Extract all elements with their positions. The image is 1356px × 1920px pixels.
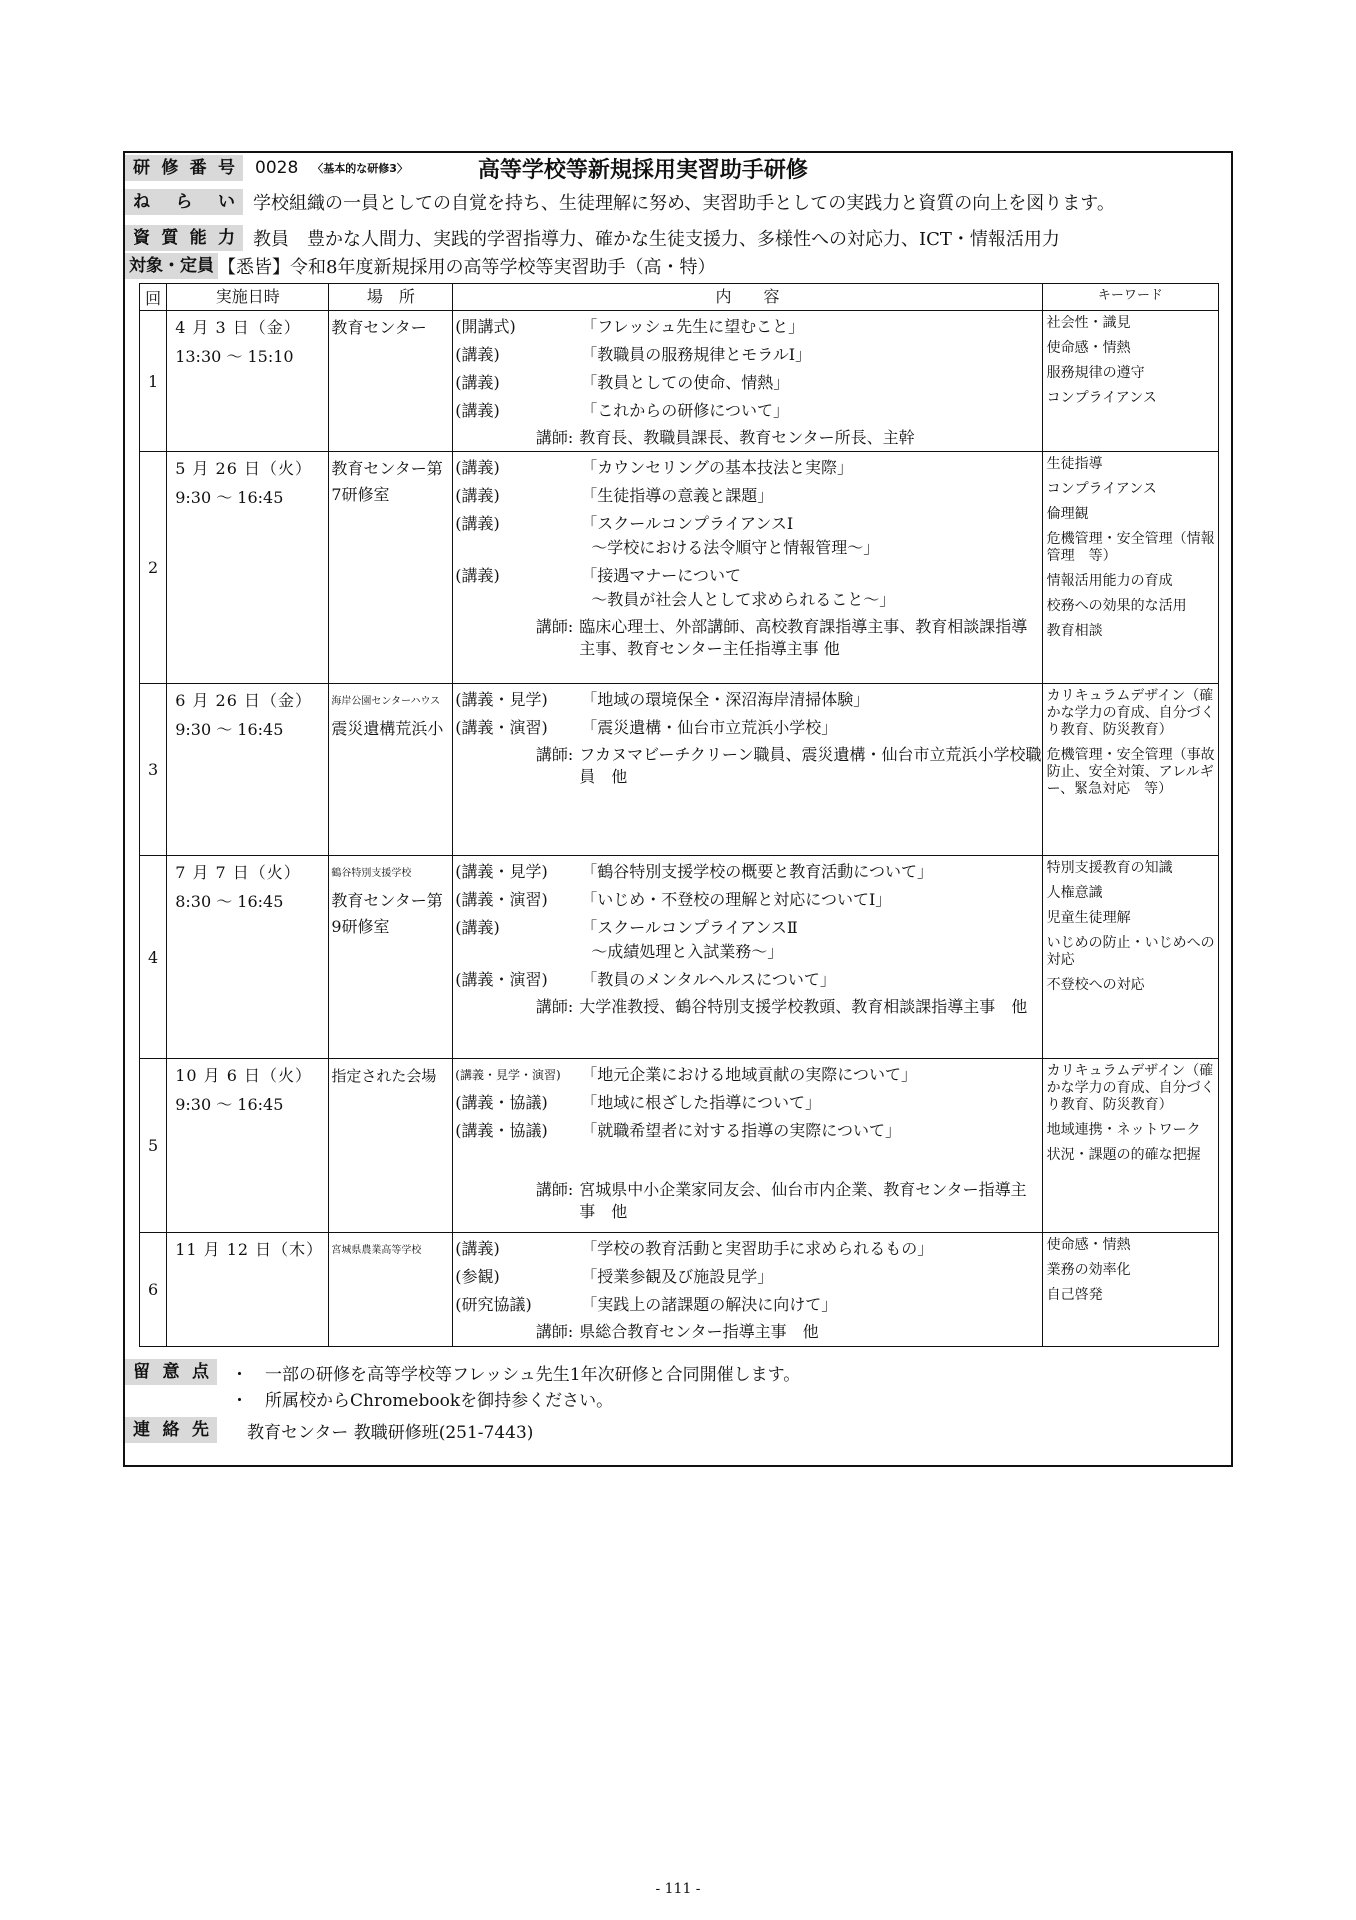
contact-label (125, 1417, 217, 1443)
session-keywords (1042, 856, 1218, 1059)
keyword: コンプライアンス (1046, 390, 1157, 406)
content-item: (講義) 「これからの研修について」 (455, 401, 789, 420)
session-keywords (1042, 311, 1218, 452)
session-content (453, 1233, 1042, 1347)
keyword: 倫理観 (1046, 506, 1089, 522)
session-content (453, 452, 1042, 684)
session-time: 8:30 〜 16:45 (175, 892, 284, 911)
content-item: (講義) 「生徒指導の意義と課題」 (455, 486, 774, 505)
page-title: 高等学校等新規採用実習助手研修 (477, 157, 808, 183)
lecturer-line: 講師: 大学准教授、鶴谷特別支援学校教頭、教育相談課指導主事 他 (535, 997, 1028, 1016)
schedule-table (139, 283, 1219, 1347)
target-label: 対象・定員 (125, 253, 218, 279)
label-char: 留 (133, 1362, 150, 1382)
keyword: カリキュラムデザイン（確かな学力の育成、自分づくり教育、防災教育） (1046, 688, 1215, 738)
session-date: 6 月 26 日（金） (175, 691, 312, 710)
label-char: ね (133, 192, 150, 212)
keyword: 地域連携・ネットワーク (1046, 1122, 1201, 1138)
keyword: 特別支援教育の知識 (1046, 860, 1173, 876)
session-date: 4 月 3 日（金） (175, 318, 301, 337)
session-time (167, 1260, 328, 1266)
note-item: ・ 一部の研修を高等学校等フレッシュ先生1年次研修と合同開催します。 (231, 1364, 801, 1385)
notes-label (125, 1359, 217, 1385)
ability-text: 教員 豊かな人間力、実践的学習指導力、確かな生徒支援力、多様性への対応力、ICT・情報活用力 (253, 229, 1060, 250)
session-no: 3 (140, 684, 167, 856)
table-row (140, 1233, 1219, 1347)
session-datetime (167, 684, 329, 856)
keyword: コンプライアンス (1046, 481, 1157, 497)
content-item: (講義・演習) 「震災遺構・仙台市立荒浜小学校」 (455, 718, 838, 737)
keyword: 使命感・情熱 (1046, 340, 1131, 356)
ability-row (125, 223, 1060, 253)
lecturer-line: 講師: 臨床心理士、外部講師、高校教育課指導主事、教育相談課指導主事、教育センター主任指導主事 他 (535, 617, 1028, 658)
keyword: 校務への効果的な活用 (1046, 598, 1187, 614)
aim-label (125, 189, 243, 215)
training-category: 〈基本的な研修3〉 (312, 162, 408, 175)
aim-text: 学校組織の一員としての自覚を持ち、生徒理解に努め、実習助手としての実践力と資質の向上を図ります。 (253, 193, 1115, 214)
header-place: 場 所 (329, 284, 453, 311)
session-datetime (167, 856, 329, 1059)
keyword: 生徒指導 (1046, 456, 1103, 472)
session-date: 10 月 6 日（火） (175, 1066, 312, 1085)
session-datetime (167, 311, 329, 452)
session-place: 鶴谷特別支援学校 教育センター第9研修室 (329, 856, 453, 1059)
keyword: 服務規律の遵守 (1046, 365, 1145, 381)
session-no: 1 (140, 311, 167, 452)
content-item: (開講式) 「フレッシュ先生に望むこと」 (455, 317, 805, 336)
table-row (140, 1059, 1219, 1233)
label-char: 点 (192, 1362, 209, 1382)
ability-label (125, 225, 243, 251)
lecturer-line: 講師: 県総合教育センター指導主事 他 (535, 1322, 819, 1341)
lecturer-line: 講師: 教育長、教職員課長、教育センター所長、主幹 (535, 428, 915, 447)
header-date: 実施日時 (167, 284, 329, 311)
session-datetime (167, 1233, 329, 1347)
contact-text: 教育センター 教職研修班(251-7443) (247, 1422, 534, 1443)
label-char: 番 (189, 158, 207, 178)
keyword: 自己啓発 (1046, 1287, 1103, 1303)
session-keywords (1042, 684, 1218, 856)
header-code-row (125, 153, 808, 183)
content-item: (参観) 「授業参観及び施設見学」 (455, 1267, 774, 1286)
table-row (140, 452, 1219, 684)
keyword: 危機管理・安全管理（情報管理 等） (1046, 531, 1215, 564)
target-text: 【悉皆】令和8年度新規採用の高等学校等実習助手（高・特） (218, 257, 716, 278)
table-row (140, 856, 1219, 1059)
lecturer-line: 講師: フカヌマビーチクリーン職員、震災遺構・仙台市立荒浜小学校職員 他 (535, 745, 1042, 786)
lecturer-line: 講師: 宮城県中小企業家同友会、仙台市内企業、教育センター指導主事 他 (535, 1180, 1027, 1221)
label-char: 意 (162, 1362, 180, 1382)
session-place: 教育センター (329, 311, 453, 452)
label-char: ら (175, 192, 193, 212)
content-item: (講義) 「カウンセリングの基本技法と実際」 (455, 458, 853, 477)
session-date: 11 月 12 日（木） (175, 1240, 324, 1259)
session-no: 5 (140, 1059, 167, 1233)
training-sheet (123, 151, 1233, 1467)
session-no: 4 (140, 856, 167, 1059)
session-time: 13:30 〜 15:10 (175, 347, 294, 366)
keyword: 情報活用能力の育成 (1046, 573, 1173, 589)
label-char: 研 (133, 158, 150, 178)
header-no: 回 (140, 284, 167, 311)
header-keywords: キーワード (1042, 284, 1218, 311)
session-time: 9:30 〜 16:45 (175, 720, 284, 739)
session-datetime (167, 452, 329, 684)
content-item: (講義・演習) 「教員のメンタルヘルスについて」 (455, 970, 836, 989)
content-item: (講義・演習) 「いじめ・不登校の理解と対応についてⅠ」 (455, 890, 892, 909)
content-item: (講義) 「教員としての使命、情熱」 (455, 373, 790, 392)
content-item: (講義) 「学校の教育活動と実習助手に求められるもの」 (455, 1239, 934, 1258)
session-date: 5 月 26 日（火） (175, 459, 312, 478)
keyword: 人権意識 (1046, 885, 1103, 901)
session-time: 9:30 〜 16:45 (175, 1095, 284, 1114)
content-item: (講義) 「スクールコンプライアンスⅠ 〜学校における法令順守と情報管理〜」 (455, 514, 880, 557)
label-char: 号 (217, 158, 235, 178)
session-datetime (167, 1059, 329, 1233)
label-char: 先 (192, 1420, 209, 1440)
label-char: 力 (217, 228, 235, 248)
target-row (125, 251, 715, 281)
label-char: 修 (161, 158, 179, 178)
keyword: 業務の効率化 (1046, 1262, 1131, 1278)
content-item: (講義・協議) 「就職希望者に対する指導の実際について」 (455, 1121, 901, 1140)
keyword: カリキュラムデザイン（確かな学力の育成、自分づくり教育、防災教育） (1046, 1063, 1215, 1113)
content-item: (講義・見学・演習) 「地元企業における地域貢献の実際について」 (455, 1065, 917, 1084)
session-no: 2 (140, 452, 167, 684)
keyword: 不登校への対応 (1046, 977, 1145, 993)
content-item: (講義) 「接遇マナーについて 〜教員が社会人として求められること〜」 (455, 566, 896, 609)
keyword: 状況・課題の的確な把握 (1046, 1147, 1201, 1163)
session-place: 海岸公園センターハウス 震災遺構荒浜小 (329, 684, 453, 856)
keyword: いじめの防止・いじめへの対応 (1046, 935, 1215, 968)
session-keywords (1042, 1059, 1218, 1233)
session-content (453, 684, 1042, 856)
label-char: 資 (133, 228, 150, 248)
content-item: (講義・協議) 「地域に根ざした指導について」 (455, 1093, 821, 1112)
content-item: (講義・見学) 「鶴谷特別支援学校の概要と教育活動について」 (455, 862, 933, 881)
session-keywords (1042, 452, 1218, 684)
label-char: 絡 (162, 1420, 180, 1440)
keyword: 教育相談 (1046, 623, 1103, 639)
notes-section (125, 1359, 1231, 1445)
table-row (140, 684, 1219, 856)
keyword: 危機管理・安全管理（事故防止、安全対策、アレルギー、緊急対応 等） (1046, 747, 1215, 797)
session-content (453, 1059, 1042, 1233)
header-content: 内 容 (453, 284, 1042, 311)
session-time: 9:30 〜 16:45 (175, 488, 284, 507)
label-char: 連 (133, 1420, 150, 1440)
session-place: 宮城県農業高等学校 (329, 1233, 453, 1347)
table-header-row (140, 284, 1219, 311)
label-char: い (218, 192, 235, 212)
session-place: 指定された会場 (329, 1059, 453, 1233)
page-number: - 111 - (655, 1881, 701, 1897)
keyword: 使命感・情熱 (1046, 1237, 1131, 1253)
training-code: 0028 (255, 158, 299, 178)
session-content (453, 856, 1042, 1059)
label-char: 質 (161, 228, 179, 248)
keyword: 社会性・識見 (1046, 315, 1131, 331)
keyword: 児童生徒理解 (1046, 910, 1131, 926)
content-item: (講義) 「スクールコンプライアンスⅡ 〜成績処理と入試業務〜」 (455, 918, 798, 961)
note-item: ・ 所属校からChromebookを御持参ください。 (231, 1390, 614, 1411)
content-item: (研究協議) 「実践上の諸課題の解決に向けて」 (455, 1295, 838, 1314)
code-label (125, 155, 243, 181)
content-item: (講義・見学) 「地域の環境保全・深沼海岸清掃体験」 (455, 690, 870, 709)
session-no: 6 (140, 1233, 167, 1347)
content-item: (講義) 「教職員の服務規律とモラルⅠ」 (455, 345, 812, 364)
aim-row (125, 187, 1115, 217)
session-content (453, 311, 1042, 452)
session-place: 教育センター第7研修室 (329, 452, 453, 684)
label-char: 能 (189, 228, 207, 248)
session-date: 7 月 7 日（火） (175, 863, 301, 882)
session-keywords (1042, 1233, 1218, 1347)
table-row (140, 311, 1219, 452)
